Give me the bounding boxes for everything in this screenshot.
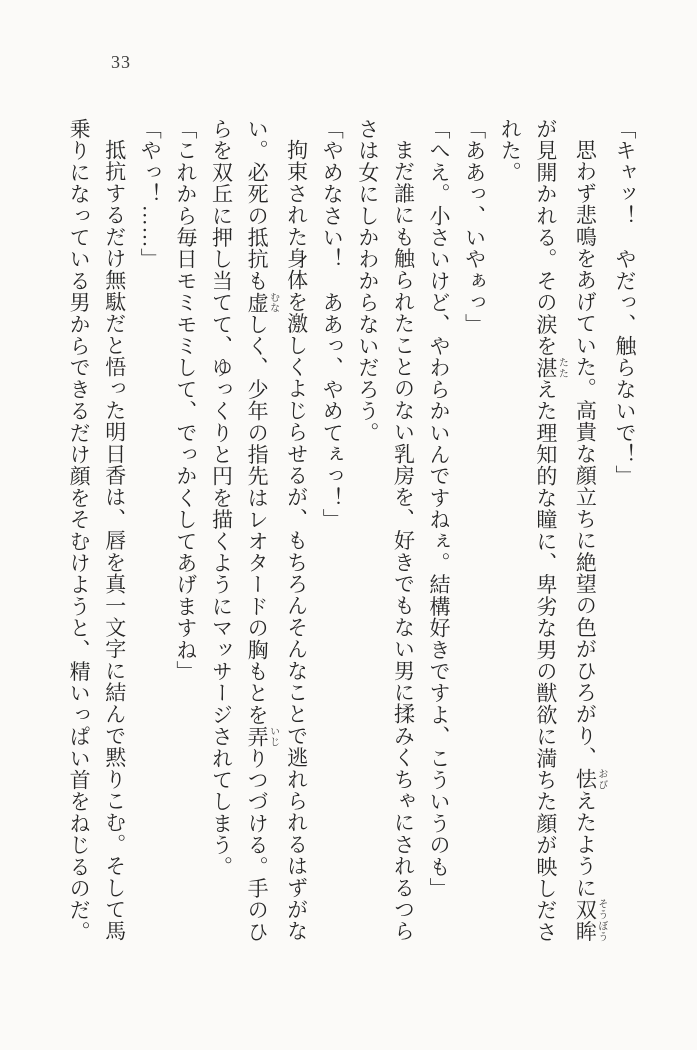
text-line: 乗りになっている男からできるだけ顔をそむけようと、精いっぱい首をねじるのだ。 bbox=[67, 118, 92, 943]
text-line: 「やっ！……」 bbox=[138, 118, 163, 270]
text-line: まだ誰にも触られたことのない乳房を、好きでもない男に揉みくちゃにされるつら bbox=[391, 139, 416, 942]
text-line: が見開かれる。その涙を湛たたえた理知的な瞳に、卑劣な男の獣欲に満ちた顔が映しださ bbox=[533, 118, 568, 943]
text-block bbox=[61, 118, 643, 946]
text-line: 「ああっ、いやぁっ」 bbox=[462, 118, 487, 335]
text-line: 「これから毎日モミモミして、でっかくしてあげますね」 bbox=[173, 118, 198, 683]
text-line: 「へえ。小さいけど、やわらかいんですねぇ。結構好きですよ、こういうのも」 bbox=[427, 118, 452, 900]
text-line: れた。 bbox=[498, 118, 523, 184]
text-line: 拘束された身体を激しくよじらせるが、もちろんそんなことで逃れられるはずがな bbox=[284, 139, 309, 942]
text-line: 「キャッ！ やだっ、触らないで！」 bbox=[613, 118, 637, 487]
text-line: さは女にしかわからないだろう。 bbox=[355, 118, 380, 444]
page-number: 33 bbox=[111, 52, 131, 72]
text-line: らを双丘に押し当てて、ゆっくりと円を描くようにマッサージされてしまう。 bbox=[209, 118, 234, 878]
text-line: 抵抗するだけ無駄だと悟った明日香は、唇を真一文字に結んで黙りこむ。そして馬 bbox=[102, 139, 127, 942]
furigana-ruby: 双眸そうぼう bbox=[573, 898, 607, 942]
text-line: 「やめなさい！ ああっ、やめてぇっ！」 bbox=[320, 118, 345, 531]
furigana-ruby: 虚むな bbox=[245, 291, 279, 314]
text-line: い。必死の抵抗も虚むなしく、少年の指先はレオタードの胸もとを弄いじりつづける。手のひ bbox=[245, 118, 279, 943]
furigana-ruby: 怯おび bbox=[573, 768, 607, 791]
text-line: 思わず悲鳴をあげていた。高貴な顔立ちに絶望の色がひろがり、怯おびえたように双眸そうぼう bbox=[573, 139, 607, 942]
furigana-ruby: 弄いじ bbox=[245, 725, 279, 748]
furigana-ruby: 湛たた bbox=[533, 356, 568, 379]
